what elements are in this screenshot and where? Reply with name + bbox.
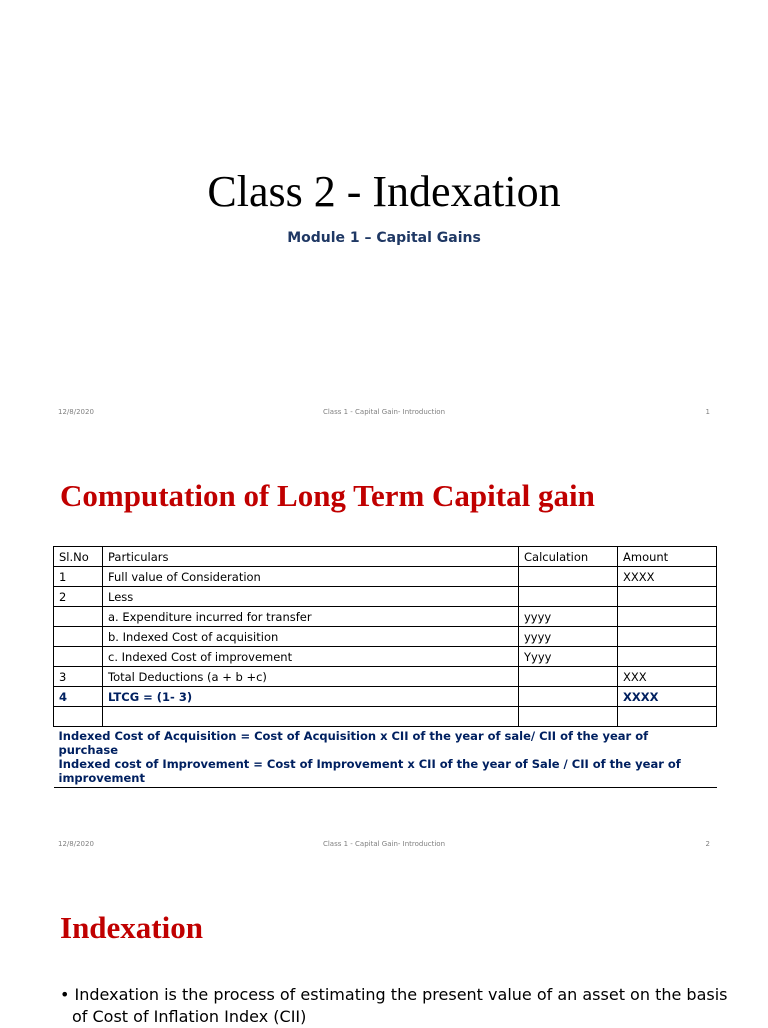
table-cell: 3 — [54, 667, 103, 687]
table-cell — [618, 587, 717, 607]
slide-footer — [0, 408, 768, 420]
table-row — [54, 587, 717, 607]
table-cell: XXX — [618, 667, 717, 687]
ltcg-table — [53, 546, 717, 788]
table-cell — [519, 587, 618, 607]
table-cell: XXXX — [618, 567, 717, 587]
table-cell: XXXX — [618, 687, 717, 707]
table-row — [54, 687, 717, 707]
footer-date: 12/8/2020 — [58, 840, 94, 848]
table-cell — [54, 607, 103, 627]
table-row — [54, 667, 717, 687]
footer-page-number: 1 — [705, 408, 710, 416]
slide-2 — [0, 432, 768, 864]
table-cell — [618, 627, 717, 647]
table-row — [54, 607, 717, 627]
table-cell: Full value of Consideration — [103, 567, 519, 587]
table-note-row — [54, 727, 717, 788]
table-row — [54, 567, 717, 587]
table-cell: yyyy — [519, 627, 618, 647]
bullet-point: • Indexation is the process of estimating the present value of an asset on the basis of Cost of Inflation Index (CII) — [60, 985, 728, 1026]
slide-subtitle: Module 1 – Capital Gains — [287, 230, 481, 246]
table-cell — [519, 687, 618, 707]
table-cell — [618, 607, 717, 627]
table-cell: 2 — [54, 587, 103, 607]
table-cell — [54, 707, 103, 727]
header-cell: Particulars — [103, 547, 519, 567]
table-cell: a. Expenditure incurred for transfer — [103, 607, 519, 627]
table-cell — [618, 647, 717, 667]
header-cell: Amount — [618, 547, 717, 567]
footer-page-number: 2 — [705, 840, 710, 848]
table-cell: b. Indexed Cost of acquisition — [103, 627, 519, 647]
table-cell: 4 — [54, 687, 103, 707]
table-cell: yyyy — [519, 607, 618, 627]
table-row — [54, 707, 717, 727]
table-cell: Total Deductions (a + b +c) — [103, 667, 519, 687]
table-cell: Yyyy — [519, 647, 618, 667]
formula-note — [54, 727, 717, 788]
table-cell — [54, 627, 103, 647]
footer-center: Class 1 - Capital Gain- Introduction — [322, 408, 446, 416]
table-cell — [54, 647, 103, 667]
table-cell — [519, 707, 618, 727]
table-cell: c. Indexed Cost of improvement — [103, 647, 519, 667]
header-cell: Sl.No — [54, 547, 103, 567]
header-cell: Calculation — [519, 547, 618, 567]
footer-date: 12/8/2020 — [58, 408, 94, 416]
slide-title: Class 2 - Indexation — [207, 167, 561, 216]
table-header-row — [54, 547, 717, 567]
table-cell: LTCG = (1- 3) — [103, 687, 519, 707]
table-row — [54, 627, 717, 647]
table-cell — [103, 707, 519, 727]
formula-improvement: Indexed cost of Improvement = Cost of Improvement x CII of the year of Sale / CII of the year of improvement — [58, 757, 681, 785]
slide-heading: Computation of Long Term Capital gain — [60, 478, 595, 513]
slide-footer — [0, 840, 768, 852]
table-cell — [618, 707, 717, 727]
table-row — [54, 647, 717, 667]
slide-heading: Indexation — [60, 910, 203, 945]
slide-3 — [0, 864, 768, 1024]
slide-1 — [0, 0, 768, 432]
footer-center: Class 1 - Capital Gain- Introduction — [322, 840, 446, 848]
table-cell — [519, 667, 618, 687]
table-cell: 1 — [54, 567, 103, 587]
table-cell — [519, 567, 618, 587]
formula-acquisition: Indexed Cost of Acquisition = Cost of Acquisition x CII of the year of sale/ CII of the year of purchase — [58, 729, 649, 757]
table-cell: Less — [103, 587, 519, 607]
